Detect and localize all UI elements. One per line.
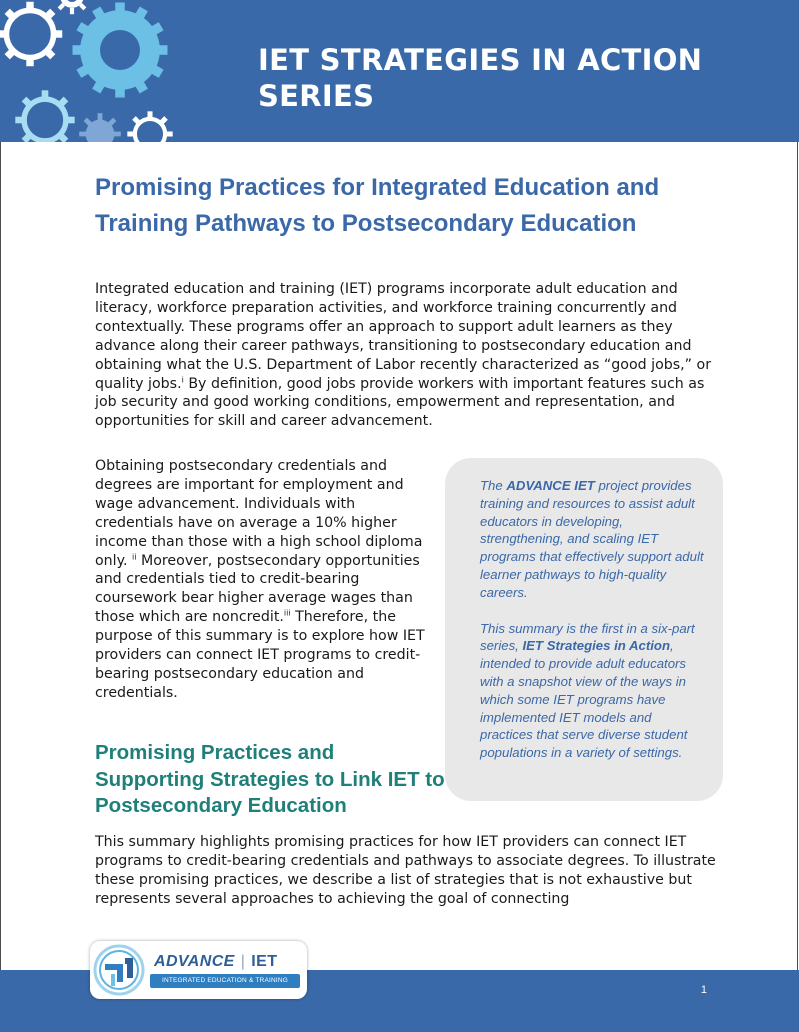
page-number: 1 — [700, 984, 707, 996]
logo-mark-icon — [93, 944, 145, 996]
footnote-ref[interactable]: iii — [283, 608, 291, 618]
advance-iet-logo — [90, 941, 307, 999]
callout-text — [480, 477, 705, 780]
header-banner — [0, 0, 799, 142]
section-heading: Promising Practices and Supporting Strategies to Link IET to Postsecondary Education — [95, 741, 445, 817]
summary-paragraph: This summary highlights promising practices for how IET providers can connect IET programs to credit-bearing credentials and pathways to associate degrees. To illustrate these promising practices, we describe a list of strategies that is not exhaustive but represents several approaches to achieving the goal of connecting — [95, 834, 716, 907]
footnote-ref[interactable]: i — [181, 374, 184, 384]
intro-paragraph: Integrated education and training (IET) programs incorporate adult education and literacy, workforce preparation activities, and workforce training concurrently and contextually. These programs offer an approach to support adult learners as they advance along their career pathways, transitioning to postsecondary education and obtaining what the U.S. Department of Labor recently characterized as “good jobs,” or quality jobs.$^i$ By definition, good jobs provide workers with important features such as job security and good working conditions, empowerment and representation, and opportunities for skill and career advancement. — [95, 281, 712, 430]
logo-wordmark: ADVANCE | IET — [154, 953, 278, 970]
page-title: Promising Practices for Integrated Education and Training Pathways to Postsecondary Education — [95, 174, 660, 237]
footnote-ref[interactable]: ii — [132, 551, 137, 561]
gears-icon — [0, 0, 240, 142]
series-title: IET STRATEGIES IN ACTION SERIES — [258, 43, 703, 113]
callout-paragraph: The ADVANCE IET project provides training and resources to assist adult educators in developing, strengthening, and scaling IET programs that effectively support adult learner pathways to high-quality careers. — [480, 478, 704, 600]
credentials-paragraph: Obtaining postsecondary credentials and degrees are important for employment and wage advancement. Individuals with credentials have on average a 10% higher income than those with a high school diploma only. $^{ii}$ Moreover, postsecondary opportunities and credentials tied to credit-bearing coursework bear higher average wages than those which are noncredit.$^{iii}$ Therefore, the purpose of this summary is to explore how IET providers can connect IET programs to credit-bearing postsecondary education and credentials. — [95, 458, 425, 701]
callout-paragraph: This summary is the first in a six-part series, IET Strategies in Action, intended to provide adult educators with a snapshot view of the ways in which some IET programs have implemented IET models and practices that serve diverse student populations in a variety of settings. — [480, 620, 695, 761]
logo-tagline: INTEGRATED EDUCATION & TRAINING — [150, 974, 300, 988]
